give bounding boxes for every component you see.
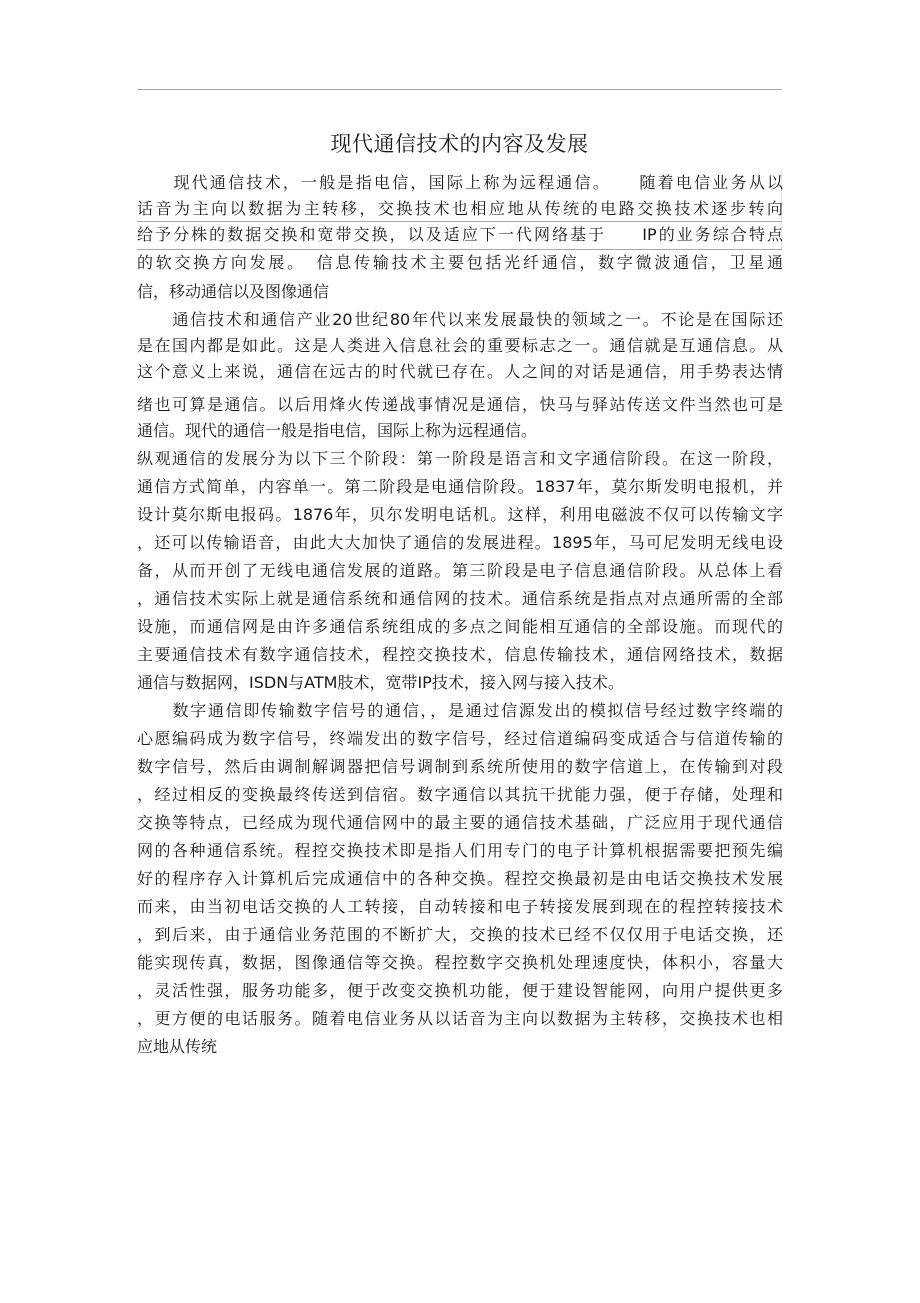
- text-line: 好的程序存入计算机后完成通信中的各种交换。程控交换最初是由电话交换技术发展: [137, 869, 783, 888]
- text-line: ，灵活性强，服务功能多，便于改变交换机功能，便于建设智能网，向用户提供更多: [137, 981, 783, 1000]
- text-line: 的软交换方向发展。 信息传输技术主要包括光纤通信，数字微波通信，卫星通: [137, 253, 783, 272]
- text-line: 心愿编码成为数字信号，终端发出的数字信号，经过信道编码变成适合与信道传输的: [137, 729, 783, 748]
- text-line: ，更方便的电话服务。随着电信业务从以话音为主向以数据为主转移，交换技术也相: [137, 1009, 783, 1028]
- text-line: 绪也可算是通信。以后用烽火传递战事情况是通信，快马与驿站传送文件当然也可是: [137, 395, 783, 414]
- text-line: 备，从而开创了无线电通信发展的道路。第三阶段是电子信息通信阶段。从总体上看: [137, 561, 783, 580]
- text-line: 网的各种通信系统。程控交换技术即是指人们用专门的电子计算机根据需要把预先编: [137, 841, 783, 860]
- text-line: 数字通信即传输数字信号的通信，，是通过信源发出的模拟信号经过数字终端的: [137, 701, 783, 720]
- text-line: 通信技术和通信产业20世纪80年代以来发展最快的领域之一。不论是在国际还: [137, 310, 783, 329]
- text-line: ，通信技术实际上就是通信系统和通信网的技术。通信系统是指点对点通所需的全部: [137, 589, 783, 608]
- text-line: 现代通信技术，一般是指电信，国际上称为远程通信。 随着电信业务从以: [137, 173, 783, 192]
- text-line: ，到后来，由于通信业务范围的不断扩大，交换的技术已经不仅仅用于电话交换，还: [137, 925, 783, 944]
- text-line: 主要通信技术有数字通信技术，程控交换技术，信息传输技术，通信网络技术，数据: [137, 645, 783, 664]
- text-line: ，还可以传输语音，由此大大加快了通信的发展进程。1895年，马可尼发明无线电设: [137, 533, 783, 552]
- text-line: 能实现传真，数据，图像通信等交换。程控数字交换机处理速度快，体积小，容量大: [137, 953, 783, 972]
- text-line: 是在国内都是如此。这是人类进入信息社会的重要标志之一。通信就是互通信息。从: [137, 336, 783, 355]
- text-line: 交换等特点，已经成为现代通信网中的最主要的通信技术基础，广泛应用于现代通信: [137, 813, 783, 832]
- text-line: ，经过相反的变换最终传送到信宿。数字通信以其抗干扰能力强，便于存储，处理和: [137, 785, 783, 804]
- text-line: 话音为主向以数据为主转移，交换技术也相应地从传统的电路交换技术逐步转向: [137, 199, 783, 218]
- header-rule: [137, 89, 782, 90]
- text-line: 而来，由当初电话交换的人工转接，自动转接和电子转接发展到现在的程控转接技术: [137, 897, 783, 916]
- text-line: 信，移动通信以及图像通信: [137, 282, 330, 301]
- text-line: 通信。现代的通信一般是指电信，国际上称为远程通信。: [137, 421, 538, 440]
- text-line: 这个意义上来说，通信在远古的时代就已存在。人之间的对话是通信，用手势表达情: [137, 362, 783, 381]
- text-line: 纵观通信的发展分为以下三个阶段：第一阶段是语言和文字通信阶段。在这一阶段，: [137, 449, 783, 468]
- text-line: 应地从传统: [137, 1037, 218, 1056]
- text-line: 给予分株的数据交换和宽带交换，以及适应下一代网络基于 IP的业务综合特点: [137, 225, 783, 244]
- text-line: 设施，而通信网是由许多通信系统组成的多点之间能相互通信的全部设施。而现代的: [137, 617, 783, 636]
- text-line: 数字信号，然后由调制解调器把信号调制到系统所使用的数字信道上，在传输到对段: [137, 757, 783, 776]
- document-title: 现代通信技术的内容及发展: [330, 132, 589, 156]
- text-line: 通信与数据网，ISDN与ATM肢术，宽带IP技术，接入网与接入技术。: [137, 673, 624, 692]
- text-line: 通信方式简单，内容单一。第二阶段是电通信阶段。1837年，莫尔斯发明电报机，并: [137, 477, 783, 496]
- text-line: 设计莫尔斯电报码。1876年，贝尔发明电话机。这样，利用电磁波不仅可以传输文字: [137, 505, 783, 524]
